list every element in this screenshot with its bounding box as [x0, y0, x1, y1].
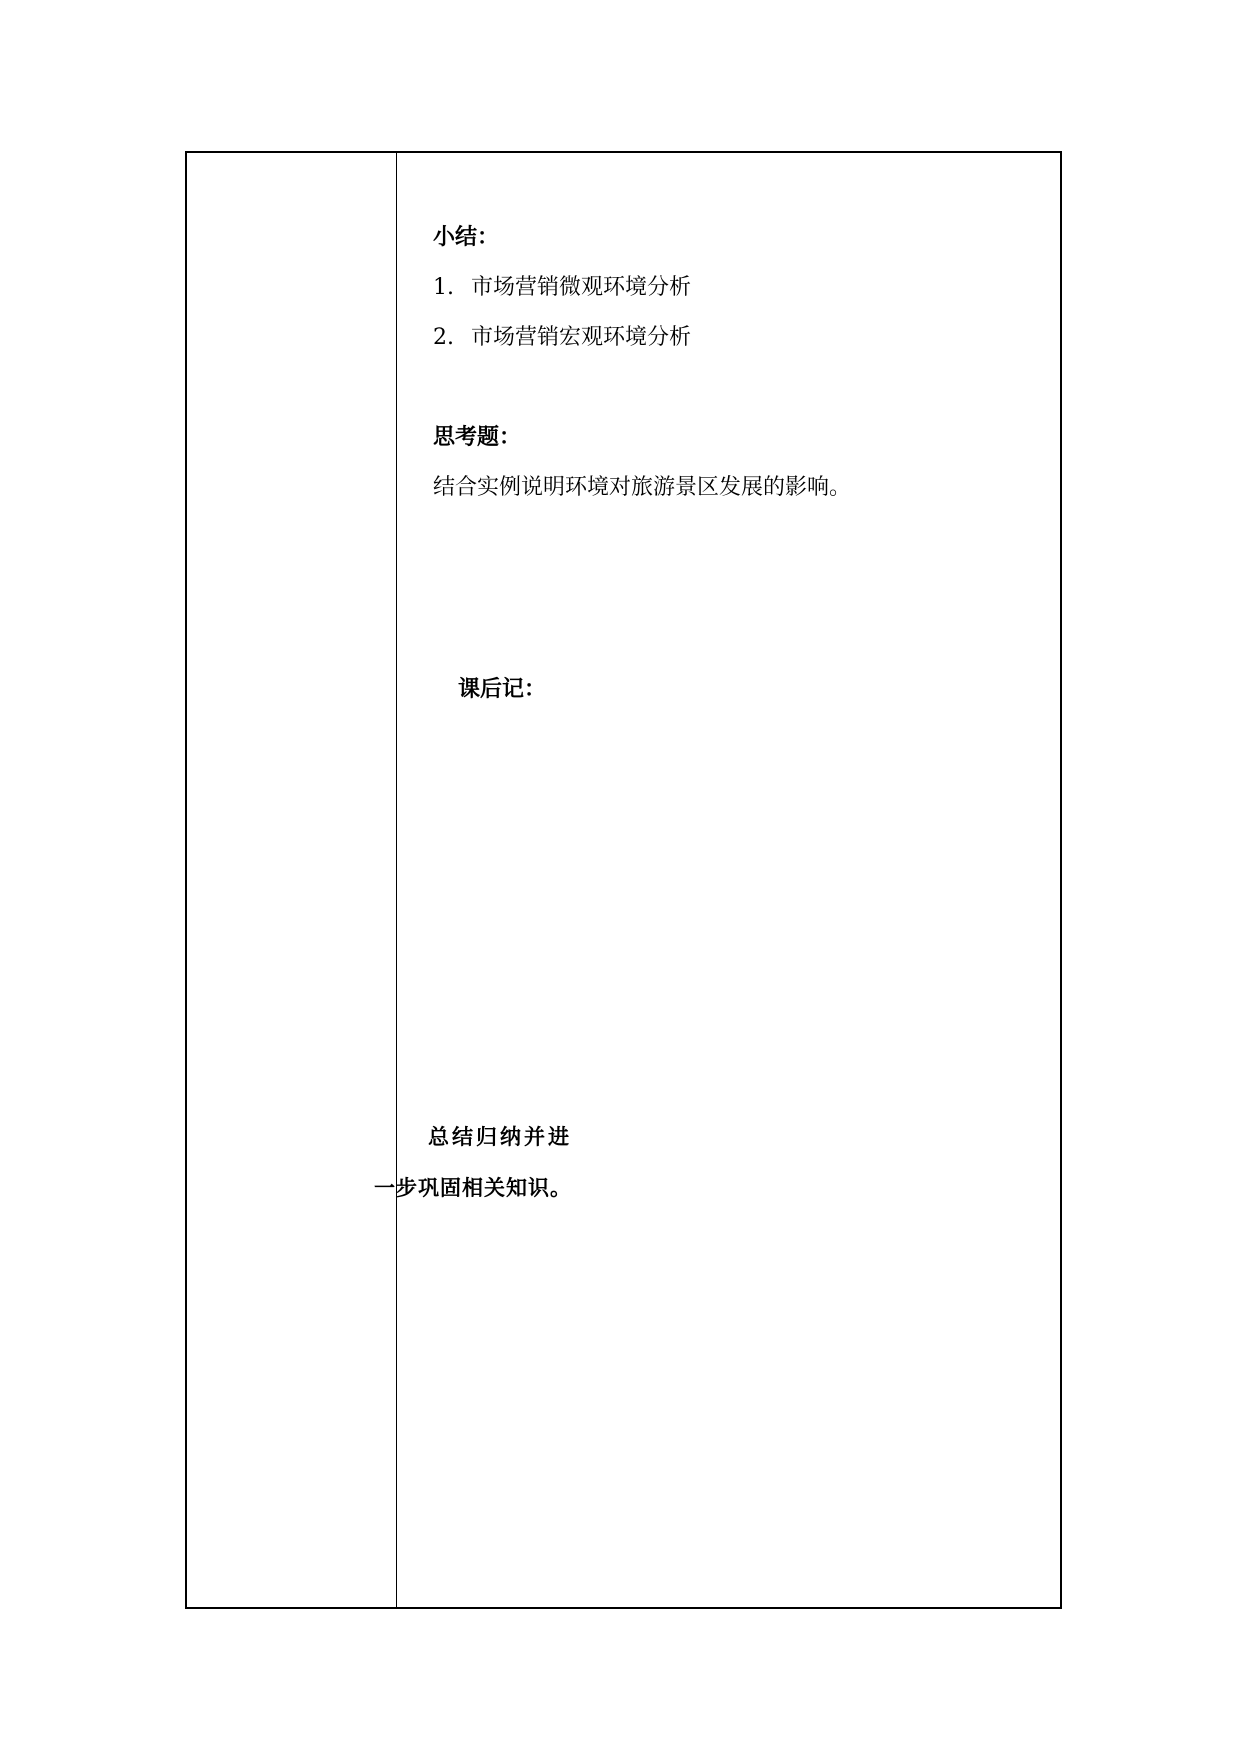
- summary-item: [433, 270, 691, 301]
- summary-item: [433, 320, 691, 351]
- left-column-line-2: 一步巩固相关知识。: [374, 1176, 572, 1200]
- summary-item-text: 市场营销宏观环境分析: [471, 325, 692, 350]
- notes-title: 课后记：: [458, 677, 547, 702]
- summary-item-text: 市场营销微观环境分析: [471, 275, 692, 300]
- column-divider: [396, 153, 397, 1607]
- summary-item-number: 2.: [433, 325, 454, 350]
- question-text: 结合实例说明环境对旅游景区发展的影响。: [433, 475, 852, 500]
- lesson-table: [185, 151, 1062, 1609]
- question-title: 思考题：: [433, 425, 522, 450]
- summary-item-number: 1.: [433, 275, 454, 300]
- summary-title: 小结：: [433, 225, 500, 250]
- left-column-line-1: 总结归纳并进: [428, 1125, 572, 1149]
